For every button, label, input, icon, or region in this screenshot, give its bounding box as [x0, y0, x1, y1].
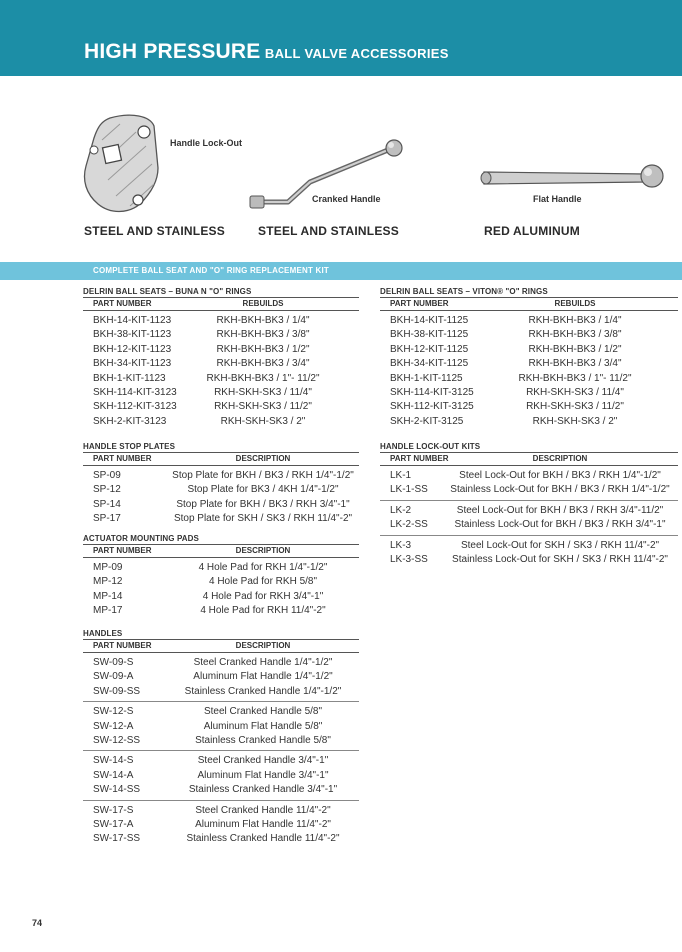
part-number: BKH-38-KIT-1125 — [390, 329, 469, 341]
band-title: COMPLETE BALL SEAT AND "O" RING REPLACEMENT KIT — [93, 266, 329, 275]
column-header: PART NUMBER — [93, 546, 152, 555]
table-row — [380, 518, 678, 532]
part-number: SKH-114-KIT-3125 — [390, 386, 474, 398]
item-description: Aluminum Flat Handle 5/8" — [203, 720, 323, 732]
table-row — [83, 656, 359, 670]
table-row — [83, 685, 359, 699]
item-description: RKH-SKH-SK3 / 2" — [220, 415, 306, 427]
column-header: PART NUMBER — [390, 454, 449, 463]
flat-material: RED ALUMINUM — [484, 224, 580, 238]
table-row — [380, 400, 678, 414]
lockout-illustration — [80, 110, 170, 220]
item-description: 4 Hole Pad for RKH 11/4"-2" — [200, 605, 326, 617]
part-number: SKH-2-KIT-3125 — [390, 415, 464, 427]
item-description: 4 Hole Pad for RKH 5/8" — [208, 576, 318, 588]
part-number: BKH-38-KIT-1123 — [93, 329, 172, 341]
table-row — [380, 553, 678, 567]
item-description: RKH-SKH-SK3 / 11/4" — [526, 386, 624, 398]
item-description: Stainless Cranked Handle 3/4"-1" — [188, 784, 338, 796]
item-description: RKH-BKH-BK3 / 3/4" — [216, 358, 310, 370]
item-description: Steel Cranked Handle 3/4"-1" — [197, 755, 329, 767]
part-number: LK-2-SS — [390, 519, 428, 531]
item-description: RKH-SKH-SK3 / 2" — [532, 415, 618, 427]
table-row — [83, 720, 359, 734]
column-header: DESCRIPTION — [235, 641, 291, 650]
table-row — [83, 818, 359, 832]
item-description: Steel Cranked Handle 1/4"-1/2" — [193, 657, 333, 668]
table-row — [380, 372, 678, 386]
cranked-material: STEEL AND STAINLESS — [258, 224, 399, 238]
part-number: SW-09-A — [93, 671, 134, 683]
part-number: SKH-2-KIT-3123 — [93, 415, 167, 427]
part-number: MP-14 — [93, 590, 123, 602]
table-row — [83, 357, 359, 371]
group-divider — [83, 800, 359, 801]
table-row — [83, 400, 359, 414]
table-row — [83, 328, 359, 342]
table-row — [83, 314, 359, 328]
part-number: BKH-1-KIT-1123 — [93, 372, 166, 384]
part-number: SP-14 — [93, 498, 121, 510]
stop-plates-section — [83, 441, 359, 527]
part-number: BKH-34-KIT-1123 — [93, 358, 172, 370]
page-title — [84, 40, 449, 64]
part-number: SKH-112-KIT-3125 — [390, 401, 474, 413]
part-number: SW-09-SS — [93, 685, 141, 697]
table-row — [380, 314, 678, 328]
item-description: RKH-BKH-BK3 / 3/8" — [528, 329, 622, 341]
group-divider — [380, 500, 678, 501]
item-description: RKH-BKH-BK3 / 1/2" — [528, 343, 622, 355]
item-description: RKH-BKH-BK3 / 1"- 11/2" — [206, 372, 320, 384]
column-header: REBUILDS — [242, 299, 284, 308]
part-number: SP-12 — [93, 484, 121, 496]
table-row — [380, 504, 678, 518]
part-number: BKH-1-KIT-1125 — [390, 372, 463, 384]
item-description: RKH-BKH-BK3 / 3/8" — [216, 329, 310, 341]
table-row — [83, 604, 359, 618]
item-description: RKH-BKH-BK3 / 1/4" — [216, 315, 310, 326]
part-number: SKH-114-KIT-3123 — [93, 386, 177, 398]
table-body — [83, 653, 359, 847]
column-header: REBUILDS — [554, 299, 596, 308]
group-divider — [83, 750, 359, 751]
table-row — [380, 483, 678, 497]
part-number: SP-17 — [93, 513, 121, 525]
lockout-callout: Handle Lock-Out — [170, 138, 243, 148]
part-number: MP-12 — [93, 576, 123, 588]
part-number: SW-12-A — [93, 720, 134, 732]
table-row — [83, 469, 359, 483]
item-description: Steel Cranked Handle 5/8" — [203, 706, 323, 718]
part-number: SW-14-S — [93, 755, 134, 767]
mounting-pads-section — [83, 533, 359, 619]
section-title: HANDLES — [83, 629, 123, 638]
part-number: LK-3-SS — [390, 553, 428, 565]
section-title: DELRIN BALL SEATS – BUNA N "O" RINGS — [83, 287, 252, 296]
item-description: Aluminum Flat Handle 1/4"-1/2" — [193, 671, 333, 683]
table-row — [83, 705, 359, 719]
table-row — [83, 498, 359, 512]
table-body — [83, 466, 359, 527]
table-row — [83, 483, 359, 497]
item-description: Steel Lock-Out for BKH / BK3 / RKH 1/4"-1/2" — [459, 470, 661, 481]
section-title: HANDLE STOP PLATES — [83, 442, 176, 451]
table-row — [380, 386, 678, 400]
table-row — [83, 512, 359, 526]
page-header — [0, 0, 682, 76]
item-description: Stainless Lock-Out for BKH / BK3 / RKH 3/4"-1" — [454, 519, 666, 531]
table-row — [380, 357, 678, 371]
lockout-material: STEEL AND STAINLESS — [84, 224, 225, 238]
item-description: RKH-BKH-BK3 / 1/4" — [528, 315, 622, 326]
section-band — [0, 262, 682, 280]
item-description: Steel Lock-Out for SKH / SK3 / RKH 11/4"-2" — [460, 539, 660, 551]
table-row — [380, 328, 678, 342]
item-description: RKH-SKH-SK3 / 11/2" — [526, 401, 624, 413]
table-row — [380, 539, 678, 553]
item-description: Stop Plate for BKH / BK3 / RKH 3/4"-1" — [176, 498, 350, 510]
table-row — [83, 734, 359, 748]
part-number: BKH-12-KIT-1125 — [390, 343, 469, 355]
column-header: PART NUMBER — [93, 641, 152, 650]
item-description: RKH-BKH-BK3 / 3/4" — [528, 358, 622, 370]
group-divider — [83, 701, 359, 702]
part-number: MP-17 — [93, 605, 123, 617]
table-header — [380, 452, 678, 466]
table-row — [83, 386, 359, 400]
part-number: BKH-14-KIT-1123 — [93, 315, 172, 326]
column-header: PART NUMBER — [390, 299, 449, 308]
part-number: SW-17-A — [93, 818, 134, 830]
item-description: Steel Lock-Out for BKH / BK3 / RKH 3/4"-11/2" — [456, 504, 664, 516]
table-row — [83, 754, 359, 768]
table-body — [380, 466, 678, 567]
column-header: PART NUMBER — [93, 299, 152, 308]
table-header — [83, 544, 359, 558]
table-row — [83, 575, 359, 589]
part-number: SKH-112-KIT-3123 — [93, 401, 177, 413]
flat-handle-illustration — [476, 160, 666, 190]
table-row — [83, 343, 359, 357]
item-description: RKH-BKH-BK3 / 1"- 11/2" — [518, 372, 632, 384]
item-description: Aluminum Flat Handle 11/4"-2" — [195, 818, 331, 830]
table-row — [83, 561, 359, 575]
table-row — [83, 590, 359, 604]
flat-callout: Flat Handle — [533, 194, 582, 204]
table-body — [83, 558, 359, 619]
table-row — [380, 469, 678, 483]
cranked-callout: Cranked Handle — [312, 194, 381, 204]
item-description: Steel Cranked Handle 11/4"-2" — [195, 804, 331, 816]
table-header — [83, 639, 359, 653]
column-header: DESCRIPTION — [532, 454, 588, 463]
part-number: LK-3 — [390, 539, 412, 551]
table-row — [380, 343, 678, 357]
part-number: SW-09-S — [93, 657, 134, 668]
part-number: SW-14-SS — [93, 784, 141, 796]
item-description: 4 Hole Pad for RKH 1/4"-1/2" — [198, 562, 328, 573]
column-header: DESCRIPTION — [235, 454, 291, 463]
table-header — [83, 297, 359, 311]
item-description: RKH-SKH-SK3 / 11/4" — [214, 386, 312, 398]
part-number: MP-09 — [93, 562, 123, 573]
item-description: RKH-SKH-SK3 / 11/2" — [214, 401, 312, 413]
table-row — [83, 415, 359, 429]
viton-section — [380, 286, 678, 429]
table-row — [83, 769, 359, 783]
table-header — [380, 297, 678, 311]
part-number: SW-14-A — [93, 769, 134, 781]
table-body — [83, 311, 359, 429]
section-title: HANDLE LOCK-OUT KITS — [380, 442, 481, 451]
item-description: Stainless Cranked Handle 1/4"-1/2" — [184, 685, 342, 697]
table-row — [83, 804, 359, 818]
table-body — [380, 311, 678, 429]
part-number: SP-09 — [93, 470, 121, 481]
title-bold: HIGH PRESSURE — [84, 40, 261, 63]
part-number: LK-1-SS — [390, 484, 428, 496]
part-number: BKH-34-KIT-1125 — [390, 358, 469, 370]
buna-section — [83, 286, 359, 429]
part-number: SW-17-SS — [93, 833, 141, 845]
section-title: DELRIN BALL SEATS – VITON® "O" RINGS — [380, 287, 548, 296]
item-description: Aluminum Flat Handle 3/4"-1" — [197, 769, 329, 781]
part-number: SW-12-SS — [93, 734, 141, 746]
part-number: BKH-14-KIT-1125 — [390, 315, 469, 326]
column-header: PART NUMBER — [93, 454, 152, 463]
handles-section — [83, 628, 359, 847]
table-header — [83, 452, 359, 466]
table-row — [83, 783, 359, 797]
part-number: LK-2 — [390, 504, 412, 516]
title-small: BALL VALVE ACCESSORIES — [264, 46, 449, 61]
table-row — [83, 372, 359, 386]
item-description: Stop Plate for BK3 / 4KH 1/4"-1/2" — [187, 484, 339, 496]
table-row — [380, 415, 678, 429]
table-row — [83, 832, 359, 846]
part-number: LK-1 — [390, 470, 412, 481]
item-description: 4 Hole Pad for RKH 3/4"-1" — [202, 590, 324, 602]
item-description: Stainless Cranked Handle 11/4"-2" — [186, 833, 340, 845]
group-divider — [380, 535, 678, 536]
part-number: SW-12-S — [93, 706, 134, 718]
item-description: Stainless Lock-Out for BKH / BK3 / RKH 1/4"-1/2" — [450, 484, 670, 496]
part-number: BKH-12-KIT-1123 — [93, 343, 172, 355]
item-description: Stop Plate for BKH / BK3 / RKH 1/4"-1/2" — [172, 470, 354, 481]
item-description: Stop Plate for SKH / SK3 / RKH 11/4"-2" — [173, 513, 353, 525]
table-row — [83, 670, 359, 684]
part-number: SW-17-S — [93, 804, 134, 816]
page-number: 74 — [32, 918, 43, 928]
column-header: DESCRIPTION — [235, 546, 291, 555]
lockout-kits-section — [380, 441, 678, 567]
section-title: ACTUATOR MOUNTING PADS — [83, 534, 199, 543]
item-description: RKH-BKH-BK3 / 1/2" — [216, 343, 310, 355]
item-description: Stainless Lock-Out for SKH / SK3 / RKH 11/4"-2" — [452, 553, 668, 565]
item-description: Stainless Cranked Handle 5/8" — [195, 734, 331, 746]
